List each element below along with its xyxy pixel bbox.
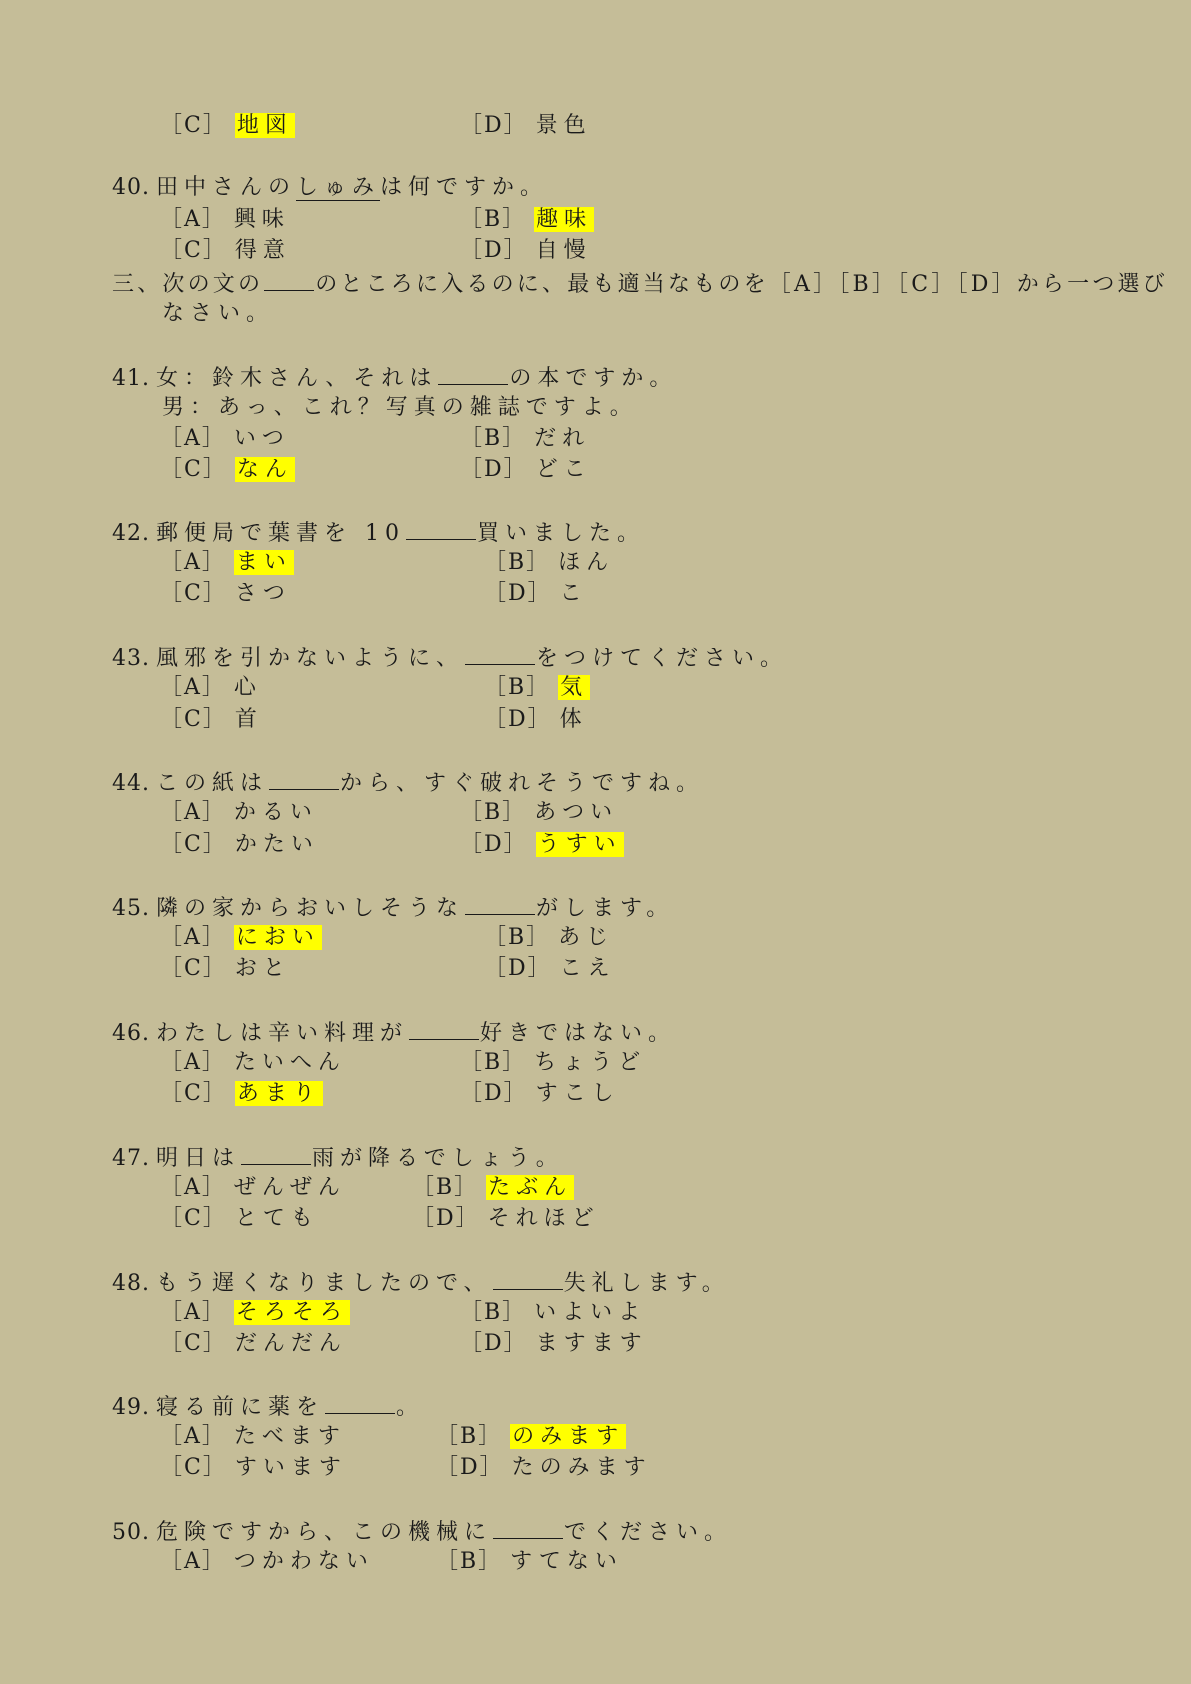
option-b: ［B］ あじ bbox=[484, 925, 615, 950]
option-c: ［C］ おと bbox=[160, 956, 291, 981]
blank bbox=[325, 1391, 395, 1414]
blank bbox=[269, 767, 339, 790]
option-a: ［A］ かるい bbox=[160, 800, 318, 825]
option-a: ［A］ たいへん bbox=[160, 1050, 346, 1075]
option-a: ［A］ まい bbox=[160, 550, 292, 575]
option-b: ［B］ たぶん bbox=[412, 1175, 573, 1200]
question-40: 40. 田中さんのしゅみは何ですか。 bbox=[112, 175, 549, 200]
blank bbox=[465, 642, 535, 665]
option-d: ［D］ 景色 bbox=[460, 113, 592, 138]
section-heading-cont: なさい。 bbox=[162, 301, 275, 326]
option-c: ［C］ とても bbox=[160, 1206, 319, 1231]
option-a: ［A］ いつ bbox=[160, 426, 290, 451]
option-c: ［C］ すいます bbox=[160, 1455, 347, 1480]
answer-highlight: たぶん bbox=[488, 1175, 573, 1200]
option-d: ［D］ それほど bbox=[412, 1206, 600, 1231]
question-48: 48. もう遅くなりましたので、 失礼します。 bbox=[112, 1267, 730, 1297]
section-heading: 三、次の文の のところに入るのに、最も適当なものを［A］［B］［C］［D］から一つ選び bbox=[112, 268, 1168, 298]
answer-highlight: 趣味 bbox=[536, 207, 593, 232]
option-d: ［D］ うすい bbox=[460, 832, 622, 857]
blank bbox=[406, 517, 476, 540]
option-b: ［B］ 気 bbox=[484, 675, 589, 700]
answer-highlight: 地図 bbox=[236, 113, 293, 138]
option-b: ［B］ のみます bbox=[436, 1424, 625, 1449]
answer-highlight: あまり bbox=[236, 1081, 321, 1106]
option-d: ［D］ 体 bbox=[484, 707, 588, 732]
underlined-word: しゅみ bbox=[296, 175, 381, 200]
question-46: 46. わたしは辛い料理が 好きではない。 bbox=[112, 1017, 676, 1047]
option-b: ［B］ すてない bbox=[436, 1549, 623, 1574]
option-c: ［C］ 首 bbox=[160, 707, 263, 732]
option-c: ［C］ 地図 bbox=[160, 113, 293, 138]
option-c: ［C］ だんだん bbox=[160, 1331, 347, 1356]
answer-highlight: まい bbox=[235, 550, 292, 575]
option-a: ［A］ そろそろ bbox=[160, 1300, 348, 1325]
question-47: 47. 明日は 雨が降るでしょう。 bbox=[112, 1142, 564, 1172]
blank bbox=[264, 268, 314, 291]
option-d: ［D］ どこ bbox=[460, 457, 592, 482]
blank bbox=[493, 1516, 563, 1539]
blank bbox=[493, 1267, 563, 1290]
option-a: ［A］ つかわない bbox=[160, 1549, 374, 1574]
question-44: 44. この紙は から、すぐ破れそうですね。 bbox=[112, 767, 704, 797]
answer-highlight: うすい bbox=[537, 832, 622, 857]
blank bbox=[465, 892, 535, 915]
blank bbox=[438, 362, 508, 385]
option-c: ［C］ さつ bbox=[160, 581, 291, 606]
option-c: ［C］ 得意 bbox=[160, 238, 291, 263]
answer-highlight: におい bbox=[235, 925, 320, 950]
answer-highlight: そろそろ bbox=[235, 1300, 348, 1325]
option-c: ［C］ あまり bbox=[160, 1081, 321, 1106]
option-c: ［C］ かたい bbox=[160, 832, 319, 857]
option-a: ［A］ 心 bbox=[160, 675, 262, 700]
option-d: ［D］ すこし bbox=[460, 1081, 620, 1106]
question-50: 50. 危険ですから、この機械に でください。 bbox=[112, 1516, 732, 1546]
answer-highlight: のみます bbox=[512, 1424, 625, 1449]
option-b: ［B］ だれ bbox=[460, 426, 591, 451]
question-41-line2: 男：あっ、これ？写真の雑誌ですよ。 bbox=[162, 395, 638, 420]
option-b: ［B］ あつい bbox=[460, 800, 619, 825]
option-d: ［D］ たのみます bbox=[436, 1455, 652, 1480]
option-c: ［C］ なん bbox=[160, 457, 293, 482]
option-a: ［A］ におい bbox=[160, 925, 320, 950]
option-d: ［D］ ますます bbox=[460, 1331, 648, 1356]
option-b: ［B］ ちょうど bbox=[460, 1050, 647, 1075]
question-43: 43. 風邪を引かないように、 をつけてください。 bbox=[112, 642, 788, 672]
answer-highlight: 気 bbox=[560, 675, 589, 700]
blank bbox=[409, 1017, 479, 1040]
answer-highlight: なん bbox=[236, 457, 293, 482]
option-a: ［A］ ぜんぜん bbox=[160, 1175, 346, 1200]
option-d: ［D］ 自慢 bbox=[460, 238, 592, 263]
option-b: ［B］ 趣味 bbox=[460, 207, 593, 232]
blank bbox=[241, 1142, 311, 1165]
option-d: ［D］ こ bbox=[484, 581, 588, 606]
question-45: 45. 隣の家からおいしそうな がします。 bbox=[112, 892, 674, 922]
question-42: 42. 郵便局で葉書を 10 買いました。 bbox=[112, 517, 645, 547]
question-49: 49. 寝る前に薬を 。 bbox=[112, 1391, 424, 1421]
option-a: ［A］ 興味 bbox=[160, 207, 290, 232]
option-b: ［B］ いよいよ bbox=[460, 1300, 647, 1325]
question-41: 41. 女：鈴木さん、それは の本ですか。 bbox=[112, 362, 677, 392]
option-a: ［A］ たべます bbox=[160, 1424, 346, 1449]
option-b: ［B］ ほん bbox=[484, 550, 615, 575]
option-d: ［D］ こえ bbox=[484, 956, 616, 981]
